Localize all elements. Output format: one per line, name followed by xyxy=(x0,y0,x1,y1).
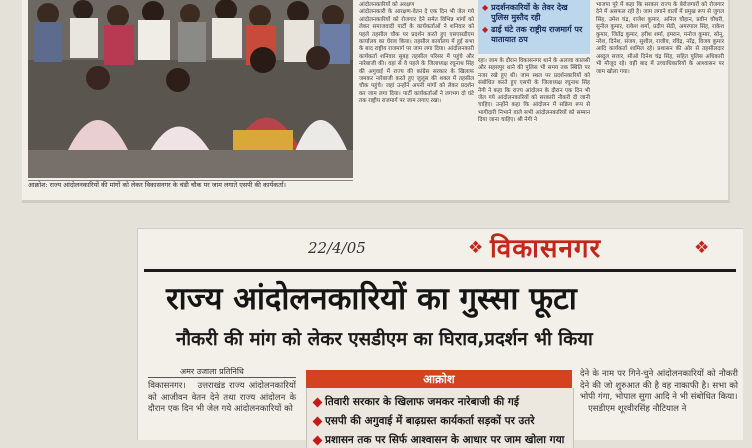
masthead-ornament-left: ❖ xyxy=(468,238,484,258)
masthead-ornament-right: ❖ xyxy=(694,238,710,258)
bullet-diamond-icon xyxy=(313,397,323,407)
right-column-text: देने के नाम पर गिने-चुने आंदोलनकारियों को नौकरी देने की जो शुरुआत की है वह नाकाफी है। सभा को भोपी गंगा, भोपाल सुगा आदि ने भी संबोधित किया। एसडीएम शूरवीरसिंह नौटियाल ने xyxy=(580,369,738,414)
byline-rule xyxy=(148,377,296,378)
highlight-bullet-2: ◆ ढाई घंटे तक राष्ट्रीय राजमार्ग पर यातायात ठप xyxy=(482,25,583,44)
highlight-bullet-1: ◆ प्रदर्शनकारियों के तेवर देख पुलिस मुस्तैद रही xyxy=(482,3,568,22)
aakrosh-bullet-2: एसपी की अगुवाई में बाढ़ग्रस्त कार्यकर्ता सड़कों पर उतरे xyxy=(314,414,535,428)
left-column-text: विकासनगर। उत्तराखंड राज्य आंदोलनकारियों को आजीवन वेतन देने तथा राज्य आंदोलन के दौरान एक दिन भी जेल गये आंदोलनकारियों को xyxy=(148,381,299,414)
photo-caption: आक्रोश: राज्य आंदोलनकारियों की मांगों को लेकर विकासनगर के चंडी चौक पर जाम लगाते एसपी की कार्यकर्ता। xyxy=(28,180,353,201)
newspaper-clipping-top xyxy=(22,0,730,203)
masthead: विकासनगर xyxy=(490,234,602,264)
bullet-diamond-icon xyxy=(313,435,323,445)
article-column-2: रहा। जाम के दौरान विकासनगर थाने के अलावा कालसी और सहसपुर थाने की पुलिस भी समय तक स्थिति पर नजर रखे हुए थी। जाम स्थल पर प्रदर्शनकारियों को संबोधित करते हुए एसपी के जिलाध्यक्ष रघुनाथ सिंह नेगी ने कहा कि राज्य आंदोलन के दौरान एक दिन भी जेल गये आंदोलनकारियों को सरकारी नौकरी दी जानी चाहिए। उन्होंने कहा कि आंदोलन में सक्रिय रूप से भागीदारी निभाने वाले सभी आंदोलनकारियों को सम्मान दिया जाना चाहिए। श्री नेगी ने xyxy=(478,58,592,124)
headline: राज्य आंदोलनकारियों का गुस्सा फूटा xyxy=(166,281,577,317)
top-rule xyxy=(144,269,736,272)
protest-photo xyxy=(28,0,353,178)
subheadline: नौकरी की मांग को लेकर एसडीएम का घिराव,प्रदर्शन भी किया xyxy=(176,329,593,350)
byline: अमर उजाला प्रतिनिधि xyxy=(180,367,244,376)
handwritten-date: 22/4/05 xyxy=(308,239,366,257)
article-column-3: भाजपा पूरे में कहा कि सरकार राज्य के बेरोजगारों को रोजगार देने में असफल रही है। जाम लगाने वालों में प्रमुख रूप से जुगल सिंह, उमेश चंद्र, राजेश कुमार, अनिल चौहान, प्रवीन चौधरी, सुनील कुमार, राकेश शर्मा, प्रदीप सेठी, अमरपाल सिंह, राकेश कुमार, जितेंद्र कुमार, हरीश शर्मा, इमरान, मनोज कुमार, सोनू, नरेश, दिनेश, संजय, सुशील, राजीव, रविंद्र, नरेंद्र, विजय कुमार आदि कार्यकर्ता शामिल रहे। प्रशासन की ओर से तहसीलदार अब्दुल सत्तार, सीओ दिनेश चंद्र सिंह, सहित पुलिस अधिकारी भी मौजूद रहे। वहीं बाद में उच्चाधिकारियों के आश्वासन पर जाम खोला गया। xyxy=(596,2,726,75)
newspaper-clipping-bottom xyxy=(137,228,743,446)
aakrosh-bullet-3: प्रशासन तक पर सिर्फ आश्वासन के आधार पर जाम खोला गया xyxy=(314,433,564,447)
bullet-diamond-icon xyxy=(313,416,323,426)
aakrosh-box-label: आक्रोश xyxy=(306,370,572,388)
highlight-box xyxy=(478,0,590,54)
aakrosh-bullet-1: तिवारी सरकार के खिलाफ जमकर नारेबाजी की गई xyxy=(314,395,519,409)
article-column-1: आंदोलनकारियों को अरक्षण आंदोलनकारी के आरक्षण-वेतन दे एक दिन भी जेल गये आंदोलनकारियों को रोजगार देने समेत विभिन्न मांगों को लेकर समाजवादी पार्टी के कार्यकर्ताओं ने शनिवार को पहले तहसील चौक पर प्रदर्शन करते हुए एसएसडीएम कार्यालय का घेराव किया। तहसील कार्यालय में हुई सभा के बाद राष्ट्रीय राजमार्ग पर जाम लगा दिया। आंदोलनकारी कार्यकर्ता शनिवार सुबह तहसील परिसर में पहुंचे और नारेबाजी की। वहां से वे पहले के जिलाध्यक्ष रघुनाथ सिंह की अगुवाई में राज्य की कांग्रेस सरकार के खिलाफ जमकर नारेबाजी करते हुए जुलूस की शक्ल में तहसील चौक पहुंचे। जहां उन्होंने अपनी मांगों को लेकर प्रदर्शन कर जाम लगा दिया। पार्टी कार्यकर्ताओं ने लगभग दो घंटे तक राष्ट्रीय राजमार्ग पर जाम लगाए रखा। xyxy=(359,2,474,105)
